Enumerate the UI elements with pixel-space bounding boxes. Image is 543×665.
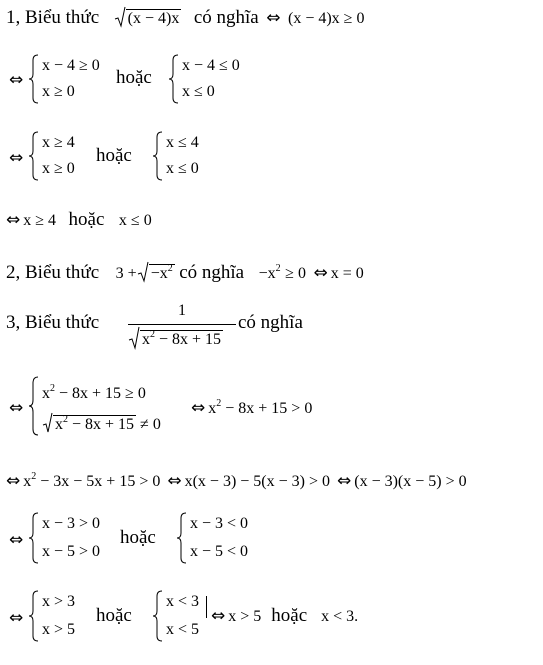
p2-lead: 2, Biểu thức [6,262,100,283]
iff-symbol: ⇔ [211,606,226,626]
p3-num: 1 [178,302,186,319]
iff-symbol: ⇔ [6,210,21,230]
sqrt-symbol-icon [137,261,149,283]
hoac-3: hoặc [68,209,105,230]
iff-symbol: ⇔ [337,471,352,491]
p1-res-a: x ≥ 4 [23,212,57,229]
system-c-row2: x ≥ 0 [42,160,75,177]
sys2-c: ≠ 0 [140,416,161,433]
p3-fraction [128,302,236,354]
iff-symbol: ⇔ [266,8,281,28]
system-e-row2: x − 5 > 0 [42,543,101,560]
system-e [28,512,128,564]
system-d-row1: x ≤ 4 [166,134,199,151]
iff-symbol: ⇔ [9,398,24,418]
fraction-bar [128,324,236,325]
hoac-2: hoặc [96,145,132,166]
system-p3 [28,376,188,436]
p2-pre: 3 + [115,265,137,282]
p2-radicand: −x [150,265,168,282]
sys1-exp: 2 [50,383,55,394]
sys2-a: x [55,416,63,433]
system-b-row1: x − 4 ≤ 0 [182,57,240,74]
p3-res1 [188,398,312,418]
l2-b: − 3x − 5x + 15 > 0 [40,473,161,490]
brace-icon [28,590,40,642]
p3-mid: có nghĩa [238,312,303,333]
p3-res-b: x < 3. [321,608,359,625]
system-d [152,131,232,181]
p2-mid: có nghĩa [179,262,245,283]
l2-a: x [23,473,32,490]
line-4 [6,208,152,232]
brace-icon [176,512,188,564]
res1-b: − 8x + 15 > 0 [225,400,313,417]
l2-exp: 2 [31,471,37,482]
p3-den-b: − 8x + 15 [159,331,222,348]
hoac-6: hoặc [271,605,308,626]
p2-sqrt [137,258,175,285]
brace-icon [152,590,164,642]
system-g-row1: x > 3 [42,593,76,610]
res1-a: x [208,400,217,417]
p2-exp: 2 [167,263,173,274]
system-e-row1: x − 3 > 0 [42,515,101,532]
l2-c: x(x − 3) − 5(x − 3) > 0 [184,473,330,490]
p3-den-a: x [142,331,150,348]
iff-symbol: ⇔ [313,263,328,283]
p3-res-a: x > 5 [228,608,262,625]
p2-res: x = 0 [330,265,364,282]
p3-den-exp: 2 [150,329,155,340]
system-f-row2: x − 5 < 0 [190,543,249,560]
line-8 [6,466,467,493]
iff-symbol: ⇔ [9,530,24,550]
system-h-row1: x < 3 [166,593,200,610]
sqrt-symbol-icon [114,6,126,28]
sys1-b: − 8x + 15 ≥ 0 [59,385,146,402]
p1-res-b: x ≤ 0 [118,212,152,229]
sqrt-symbol-icon [128,326,140,350]
hoac-5: hoặc [96,605,132,626]
system-b-row2: x ≤ 0 [182,83,215,100]
iff-symbol: ⇔ [9,70,24,90]
iff-symbol: ⇔ [9,608,24,628]
p2-cond-b: ≥ 0 [285,265,306,282]
brace-icon [152,131,164,181]
hoac-1: hoặc [116,67,152,88]
p1-mid: có nghĩa [193,7,259,28]
p3-lead: 3, Biểu thức [6,312,100,333]
line-1 [6,6,364,30]
sys2-b: − 8x + 15 [72,416,135,433]
brace-icon [28,131,40,181]
hoac-4: hoặc [120,527,156,548]
system-h [152,590,212,642]
sys2-exp: 2 [63,414,68,425]
system-a-row1: x − 4 ≥ 0 [42,57,100,74]
system-d-row2: x ≤ 0 [166,160,199,177]
p1-cond: (x − 4)x ≥ 0 [288,10,365,27]
l2-d: (x − 3)(x − 5) > 0 [354,473,467,490]
p2-cond-exp: 2 [275,263,281,274]
p1-radicand: (x − 4)x [127,10,180,27]
system-b [168,54,268,104]
brace-icon [28,512,40,564]
brace-icon [28,376,40,436]
line-5 [6,258,364,285]
vertical-bar [206,596,207,618]
system-c-row1: x ≥ 4 [42,134,75,151]
p1-lead: 1, Biểu thức [6,7,100,28]
brace-icon [168,54,180,104]
system-f-row1: x − 3 < 0 [190,515,249,532]
sqrt-symbol-icon [42,412,53,434]
brace-icon [28,54,40,104]
iff-symbol: ⇔ [167,471,182,491]
system-g-row2: x > 5 [42,621,76,638]
system-a-row2: x ≥ 0 [42,83,75,100]
iff-symbol: ⇔ [9,148,24,168]
p2-cond-a: −x [258,265,276,282]
system-h-row2: x < 5 [166,621,200,638]
system-a [28,54,128,104]
iff-symbol: ⇔ [191,398,206,418]
sys1-a: x [42,385,50,402]
system-f [176,512,276,564]
p1-sqrt [114,6,182,30]
iff-symbol: ⇔ [6,471,21,491]
p3-final [208,605,358,627]
res1-exp: 2 [216,398,222,409]
